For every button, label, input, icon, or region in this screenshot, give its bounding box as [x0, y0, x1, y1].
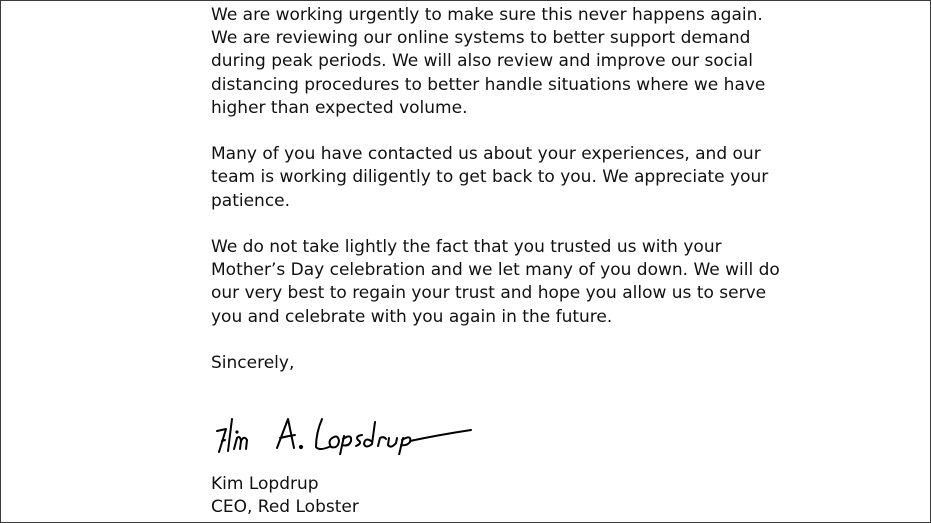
text-line: during peak periods. We will also review and improve our social: [211, 51, 753, 72]
signature-area: [211, 375, 851, 473]
paragraph-1: [211, 4, 851, 120]
paragraph-spacer: [211, 120, 851, 143]
text-line: Mother’s Day celebration and we let many of you down. We will do: [211, 260, 780, 281]
text-line: distancing procedures to better handle situations where we have: [211, 74, 766, 95]
text-line: We do not take lightly the fact that you trusted us with your: [211, 237, 722, 257]
text-line: team is working diligently to get back to you. We appreciate your: [211, 167, 769, 188]
paragraph-spacer: [211, 213, 851, 236]
paragraph-spacer: [211, 329, 851, 352]
closing-salutation: Sincerely,: [211, 353, 295, 373]
letter-body: [211, 4, 851, 520]
text-line: We are working urgently to make sure this never happens again.: [211, 5, 763, 25]
text-line: Many of you have contacted us about your experiences, and our: [211, 144, 761, 165]
handwritten-signature: [213, 405, 475, 455]
paragraph-3: [211, 236, 851, 329]
text-line: higher than expected volume.: [211, 97, 468, 118]
text-line: you and celebrate with you again in the future.: [211, 306, 613, 327]
text-line: our very best to regain your trust and hope you allow us to serve: [211, 283, 767, 304]
text-line: patience.: [211, 190, 291, 211]
signer-title: CEO, Red Lobster: [211, 497, 359, 518]
signer-name: Kim Lopdrup: [211, 474, 319, 495]
text-line: We are reviewing our online systems to better support demand: [211, 28, 751, 49]
paragraph-2: [211, 143, 851, 213]
